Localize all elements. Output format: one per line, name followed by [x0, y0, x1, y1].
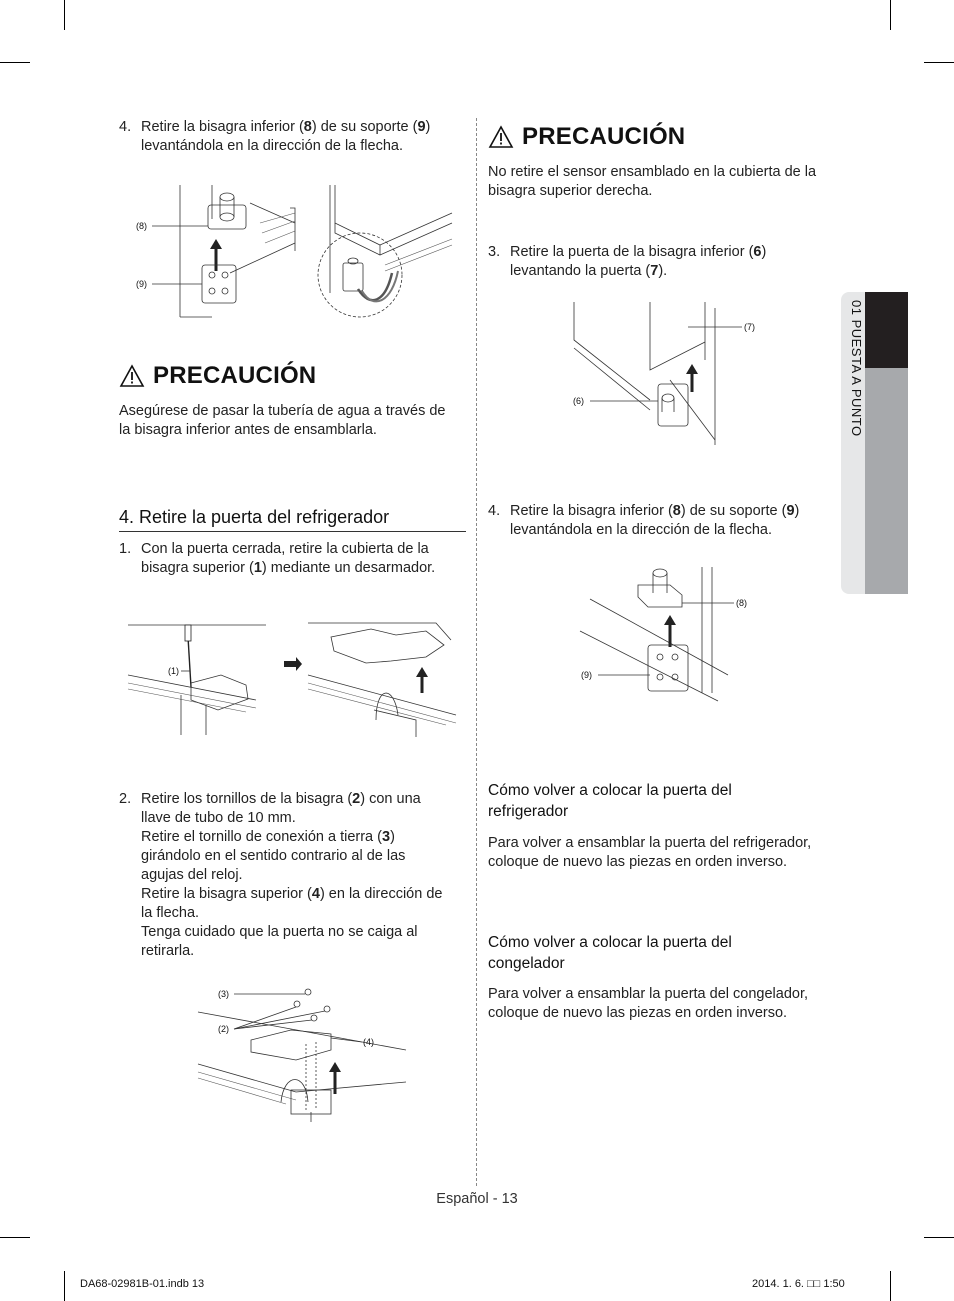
crop-mark — [0, 1237, 30, 1238]
crop-mark — [64, 0, 65, 30]
callout-2: (2) — [218, 1024, 229, 1034]
right-step-3: 3. Retire la puerta de la bisagra inferior (6) levantando la puerta (7). — [488, 244, 767, 279]
paragraph-refrigerator: Para volver a ensamblar la puerta del refrigerador, coloque de nuevo las piezas en orden inverso. — [488, 835, 812, 870]
callout-7: (7) — [744, 322, 755, 332]
caution-block-left — [119, 362, 316, 390]
figure-upper-hinge-screws — [196, 982, 411, 1132]
step-number: 4. — [119, 119, 132, 135]
callout-9: (9) — [581, 670, 592, 680]
crop-mark — [0, 62, 30, 63]
section-heading: 4. Retire la puerta del refrigerador — [119, 507, 390, 527]
file-name: DA68-02981B-01.indb 13 — [80, 1278, 205, 1290]
callout-4: (4) — [363, 1037, 374, 1047]
crop-mark — [64, 1271, 65, 1301]
subheading-freezer: Cómo volver a colocar la puerta del congelador — [488, 934, 732, 972]
figure-lower-hinge-right — [578, 563, 758, 703]
print-date: 2014. 1. 6. □□ 1:50 — [752, 1278, 845, 1290]
callout-8: (8) — [736, 598, 747, 608]
caution-text-right: No retire el sensor ensamblado en la cubierta de la bisagra superior derecha. — [488, 164, 817, 199]
right-step-4: 4. Retire la bisagra inferior (8) de su soporte (9) levantándola en la dirección de la flecha. — [488, 503, 800, 538]
caution-block-right — [488, 123, 685, 151]
chapter-tab-bar — [865, 368, 908, 594]
left-step-2: 2. Retire los tornillos de la bisagra (2) con una llave de tubo de 10 mm. Retire el tornillo de conexión a tierra (3) girándolo en el sentido contrario al de las agujas del reloj. Retire la bisagra superior (4) en la dirección de la flecha. Tenga cuidado que la puerta no se caiga al retirarla. — [119, 791, 443, 959]
step-text: Retire la bisagra inferior (8) de su soporte (9) levantándola en la dirección de la flecha. — [141, 119, 431, 154]
callout-8: (8) — [136, 221, 147, 231]
callout-1: (1) — [168, 666, 179, 676]
crop-mark — [924, 62, 954, 63]
warning-icon — [488, 125, 514, 149]
caution-title: PRECAUCIÓN — [153, 362, 317, 389]
paragraph-freezer: Para volver a ensamblar la puerta del congelador, coloque de nuevo las piezas en orden inverso. — [488, 986, 808, 1021]
page-number: Español - 13 — [436, 1191, 518, 1207]
column-divider — [476, 118, 477, 1186]
crop-mark — [890, 0, 891, 30]
crop-mark — [924, 1237, 954, 1238]
caution-title: PRECAUCIÓN — [522, 123, 686, 150]
warning-icon — [119, 364, 145, 388]
figure-remove-door — [570, 300, 770, 450]
section-heading-rule — [119, 531, 466, 532]
crop-mark — [890, 1271, 891, 1301]
figure-lower-hinge-left — [130, 183, 460, 323]
left-step-4 — [119, 118, 469, 158]
chapter-tab-marker — [865, 292, 908, 368]
callout-9: (9) — [136, 279, 147, 289]
left-step-1: 1. Con la puerta cerrada, retire la cubierta de la bisagra superior (1) mediante un desarmador. — [119, 541, 436, 576]
figure-hinge-cover — [126, 615, 466, 740]
callout-6: (6) — [573, 396, 584, 406]
subheading-refrigerator: Cómo volver a colocar la puerta del refrigerador — [488, 782, 732, 820]
caution-text-left: Asegúrese de pasar la tubería de agua a través de la bisagra inferior antes de ensamblarla. — [119, 403, 446, 438]
callout-3: (3) — [218, 989, 229, 999]
chapter-tab-label: 01 PUESTA A PUNTO — [849, 300, 864, 437]
